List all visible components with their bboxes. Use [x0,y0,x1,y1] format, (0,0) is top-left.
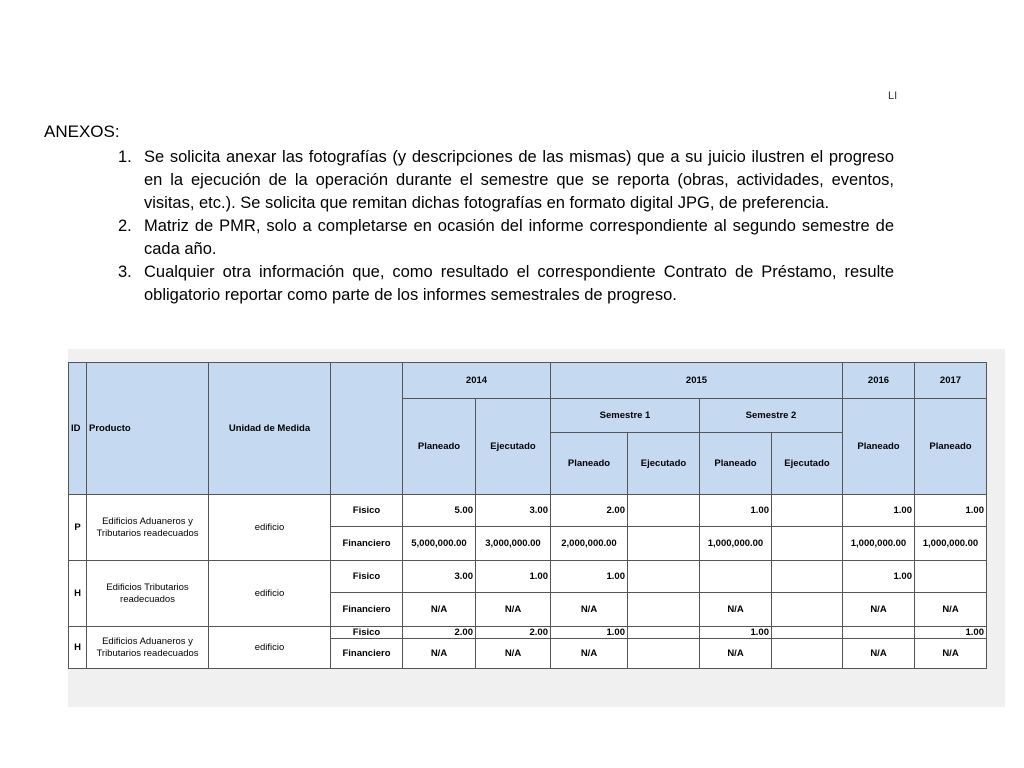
cell: N/A [476,593,551,627]
cell: 1.00 [551,627,628,639]
header-sem2-planeado: Planeado [700,433,772,495]
cell: 5.00 [403,495,476,527]
cell: 1.00 [700,627,772,639]
cell [915,561,987,593]
cell [628,561,700,593]
cell: 1,000,000.00 [843,527,915,561]
annex-item-2 [112,215,894,261]
cell: 1,000,000.00 [915,527,987,561]
annex-item-1 [112,146,894,215]
cell [772,527,843,561]
annex-number: 3. [118,263,132,281]
pmr-matrix-table [68,362,987,669]
cell [772,561,843,593]
annex-number: 1. [118,148,132,166]
annex-text: Cualquier otra información que, como resultado el correspondiente Contrato de Préstamo, resulte obligatorio reportar como parte de los informes semestrales de progreso. [144,263,894,304]
annex-text: Matriz de PMR, solo a completarse en ocasión del informe correspondiente al segundo semestre de cada año. [144,217,894,258]
header-year-2016: 2016 [843,363,915,399]
cell: N/A [403,593,476,627]
cell: 3,000,000.00 [476,527,551,561]
cell [772,627,843,639]
cell [628,593,700,627]
header-sem1-planeado: Planeado [551,433,628,495]
row-id: P [69,495,87,561]
cell: 2.00 [403,627,476,639]
row-producto: Edificios Aduaneros y Tributarios readecuados [87,495,209,561]
cell [843,627,915,639]
cell: 1.00 [476,561,551,593]
cell: 3.00 [476,495,551,527]
row-financiero-label: Financiero [331,639,403,669]
cell: 1.00 [843,495,915,527]
header-2014-ejecutado: Ejecutado [476,399,551,495]
cell: N/A [700,593,772,627]
cell: 1.00 [843,561,915,593]
row-financiero-label: Financiero [331,593,403,627]
row-fisico-label: Fisico [331,627,403,639]
header-semestre-2: Semestre 2 [700,399,843,433]
cell [628,527,700,561]
cell [772,593,843,627]
row-id: H [69,561,87,627]
cell: N/A [915,593,987,627]
cell [628,627,700,639]
row-fisico-label: Fisico [331,495,403,527]
header-sem1-ejecutado: Ejecutado [628,433,700,495]
row-producto: Edificios Tributarios readecuados [87,561,209,627]
header-2017-planeado: Planeado [915,399,987,495]
cell: N/A [843,593,915,627]
cell: 2.00 [476,627,551,639]
cell: 1.00 [915,495,987,527]
cell: 1.00 [700,495,772,527]
row-producto: Edificios Aduaneros y Tributarios readecuados [87,627,209,669]
header-semestre-1: Semestre 1 [551,399,700,433]
header-id: ID [69,363,87,495]
header-2016-planeado: Planeado [843,399,915,495]
row-unidad: edificio [209,561,331,627]
annex-text: Se solicita anexar las fotografías (y descripciones de las mismas) que a su juicio ilustren el progreso en la ejecución de la operación durante el semestre que se reporta (obras, actividades, eventos, visitas, etc.). Se solicita que remitan dichas fotografías en formato digital JPG, de preferencia. [144,148,894,212]
cell: N/A [403,639,476,669]
cell: 1,000,000.00 [700,527,772,561]
cell [628,495,700,527]
cell: N/A [700,639,772,669]
corner-mark: LI [888,90,898,102]
cell: N/A [843,639,915,669]
pmr-matrix-image [68,349,1005,707]
cell [700,561,772,593]
header-2014-planeado: Planeado [403,399,476,495]
annex-list [112,146,894,307]
cell: N/A [551,593,628,627]
cell [628,639,700,669]
header-sem2-ejecutado: Ejecutado [772,433,843,495]
row-unidad: edificio [209,627,331,669]
cell: N/A [476,639,551,669]
row-fisico-label: Fisico [331,561,403,593]
cell: 1.00 [915,627,987,639]
header-year-2015: 2015 [551,363,843,399]
header-blank [331,363,403,495]
annexes-heading: ANEXOS: [44,122,120,141]
cell: N/A [915,639,987,669]
cell: 2,000,000.00 [551,527,628,561]
cell: 3.00 [403,561,476,593]
cell: 5,000,000.00 [403,527,476,561]
header-year-2017: 2017 [915,363,987,399]
cell: 2.00 [551,495,628,527]
header-producto: Producto [87,363,209,495]
header-year-2014: 2014 [403,363,551,399]
annex-item-3 [112,261,894,307]
cell: 1.00 [551,561,628,593]
row-id: H [69,627,87,669]
annex-number: 2. [118,217,132,235]
row-unidad: edificio [209,495,331,561]
header-unidad: Unidad de Medida [209,363,331,495]
row-financiero-label: Financiero [331,527,403,561]
cell [772,639,843,669]
cell: N/A [551,639,628,669]
cell [772,495,843,527]
